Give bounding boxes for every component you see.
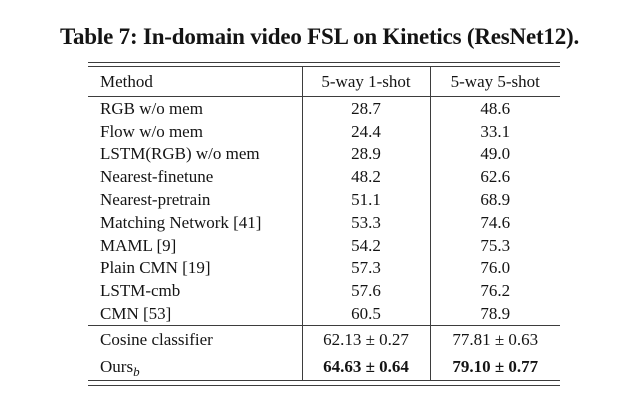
- results-table: [88, 66, 560, 381]
- one-shot-cell: 53.3: [302, 211, 430, 234]
- table-row: [88, 257, 560, 280]
- five-shot-cell: 75.3: [480, 235, 511, 255]
- results-table-zone: [88, 62, 560, 386]
- column-header-5shot: 5-way 5-shot: [430, 67, 560, 97]
- bottom-double-rule: [88, 385, 560, 386]
- one-shot-cell: 28.7: [302, 97, 430, 120]
- one-shot-cell: 24.4: [302, 120, 430, 143]
- column-header-method: Method: [88, 67, 302, 97]
- five-shot-cell: 48.6: [480, 98, 511, 118]
- five-shot-cell: 74.6: [480, 212, 511, 232]
- ours-label: Ours: [100, 356, 134, 376]
- method-cell: LSTM(RGB) w/o mem: [100, 144, 260, 164]
- table-row: [88, 143, 560, 166]
- one-shot-cell: 57.6: [302, 280, 430, 303]
- table-row: [88, 303, 560, 326]
- table-row: [88, 97, 560, 120]
- top-double-rule: [88, 62, 560, 63]
- one-shot-cell: 51.1: [302, 189, 430, 212]
- one-shot-cell: 48.2: [302, 166, 430, 189]
- method-cell: LSTM-cmb: [100, 281, 181, 301]
- five-shot-cell: 76.0: [480, 258, 511, 278]
- header-row: [88, 67, 560, 97]
- one-shot-cell: 57.3: [302, 257, 430, 280]
- table-row: [88, 280, 560, 303]
- table-caption: Table 7: In-domain video FSL on Kinetics (ResNet12).: [59, 24, 580, 49]
- method-cell: Plain CMN [19]: [100, 258, 211, 278]
- table-row: [88, 120, 560, 143]
- method-cell: RGB w/o mem: [100, 98, 203, 118]
- five-shot-cell: 76.2: [480, 281, 511, 301]
- table-row: [88, 211, 560, 234]
- five-shot-cell: 62.6: [480, 167, 511, 187]
- method-cell: Nearest-finetune: [100, 167, 214, 187]
- method-cell: MAML [9]: [100, 235, 177, 255]
- table-row: [88, 166, 560, 189]
- five-shot-cell: 68.9: [480, 189, 511, 209]
- one-shot-cell: 28.9: [302, 143, 430, 166]
- method-cell: [88, 353, 302, 381]
- method-cell: Nearest-pretrain: [100, 189, 211, 209]
- method-cell: Matching Network [41]: [100, 212, 262, 232]
- one-shot-cell: 64.63 ± 0.64: [302, 353, 430, 381]
- table-row: [88, 234, 560, 257]
- one-shot-cell: 54.2: [302, 234, 430, 257]
- five-shot-cell: 77.81 ± 0.63: [452, 329, 539, 349]
- table-row-cosine-classifier: [88, 326, 560, 354]
- method-cell: Flow w/o mem: [100, 121, 203, 141]
- method-cell: Cosine classifier: [100, 329, 213, 349]
- method-cell: CMN [53]: [88, 303, 302, 326]
- five-shot-cell: 49.0: [480, 144, 511, 164]
- column-header-1shot: 5-way 1-shot: [302, 67, 430, 97]
- five-shot-cell: 79.10 ± 0.77: [452, 356, 539, 376]
- five-shot-cell: 33.1: [480, 121, 511, 141]
- one-shot-cell: 60.5: [302, 303, 430, 326]
- ours-subscript: b: [133, 363, 140, 379]
- table-row-ours: [88, 353, 560, 381]
- table-row: [88, 189, 560, 212]
- one-shot-cell: 62.13 ± 0.27: [302, 326, 430, 354]
- five-shot-cell: 78.9: [430, 303, 560, 326]
